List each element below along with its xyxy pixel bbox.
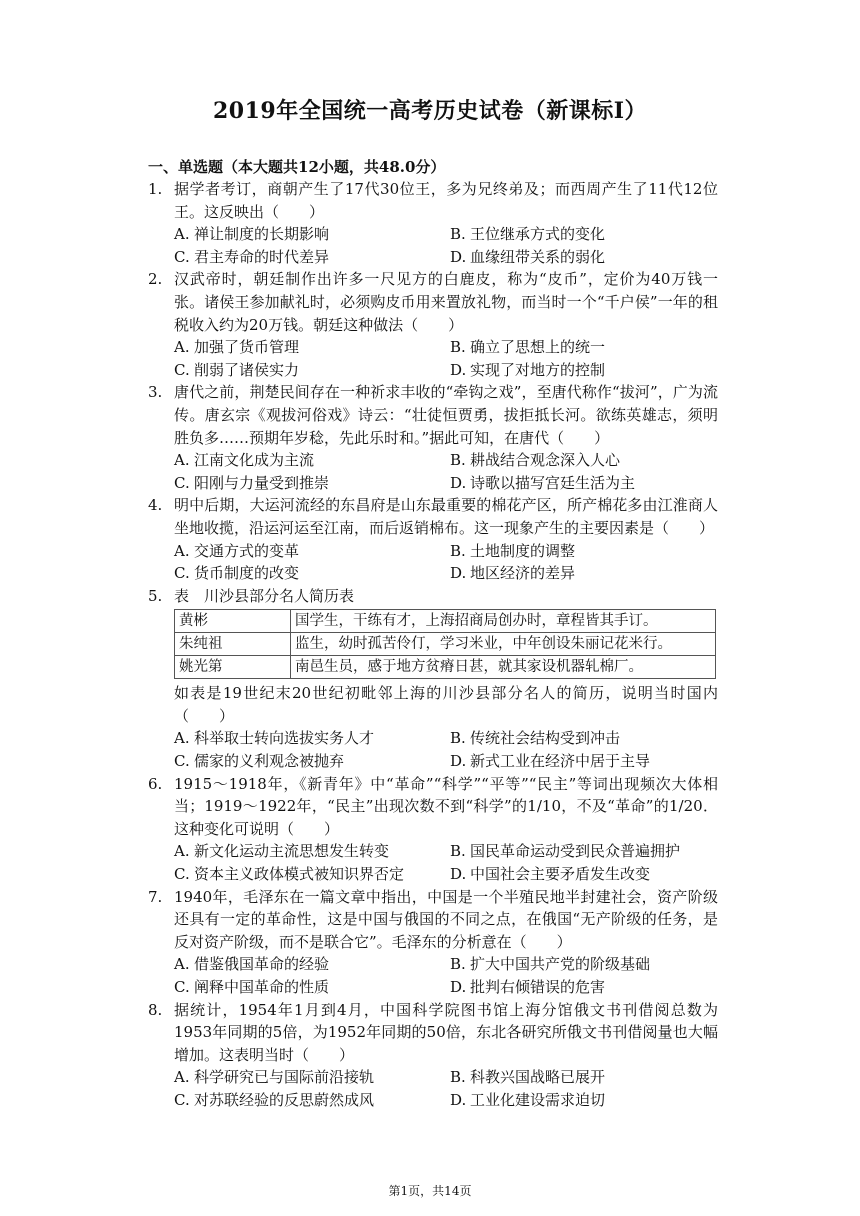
question-stem: 据学者考订，商朝产生了17代30位王，多为兄终弟及；而西周产生了11代12位王。这反映出（ ） bbox=[174, 180, 718, 221]
question-stem: 表 川沙县部分名人简历表 bbox=[174, 586, 355, 605]
option-text: 资本主义政体模式被知识界否定 bbox=[194, 865, 405, 884]
answer-option bbox=[450, 840, 718, 863]
table-cell-bio: 国学生，干练有才，上海招商局创办时，章程皆其手订。 bbox=[291, 610, 716, 633]
question-4 bbox=[148, 494, 718, 584]
answer-options bbox=[174, 449, 718, 494]
answer-option bbox=[174, 863, 450, 886]
answer-option bbox=[174, 246, 450, 269]
answer-option bbox=[450, 562, 718, 585]
option-letter: B. bbox=[450, 1068, 466, 1087]
option-letter: B. bbox=[450, 225, 466, 244]
option-letter: B. bbox=[450, 338, 466, 357]
question-list bbox=[148, 178, 718, 1112]
option-letter: B. bbox=[450, 729, 466, 748]
question-stem-continued: 如表是19世纪末20世纪初毗邻上海的川沙县部分名人的简历，说明当时国内（ ） bbox=[174, 684, 718, 725]
biography-table bbox=[174, 609, 716, 679]
answer-option bbox=[450, 449, 718, 472]
option-letter: D. bbox=[450, 752, 467, 771]
option-letter: A. bbox=[174, 541, 190, 560]
answer-option bbox=[174, 750, 450, 773]
option-text: 中国社会主要矛盾发生改变 bbox=[470, 865, 651, 884]
option-letter: C. bbox=[174, 247, 190, 266]
answer-options bbox=[174, 540, 718, 585]
question-6 bbox=[148, 773, 718, 886]
question-number: 2. bbox=[148, 270, 163, 289]
option-text: 儒家的义利观念被抛弃 bbox=[194, 752, 345, 771]
option-letter: C. bbox=[174, 752, 190, 771]
question-5 bbox=[148, 585, 718, 773]
answer-option bbox=[450, 727, 718, 750]
option-text: 科学研究已与国际前沿接轨 bbox=[194, 1068, 375, 1087]
option-text: 君主寿命的时代差异 bbox=[194, 247, 330, 266]
answer-options bbox=[174, 1066, 718, 1111]
answer-option bbox=[450, 359, 718, 382]
option-letter: A. bbox=[174, 451, 190, 470]
option-letter: C. bbox=[174, 473, 190, 492]
option-letter: A. bbox=[174, 1068, 190, 1087]
exam-title: 2019年全国统一高考历史试卷（新课标Ⅰ） bbox=[212, 98, 648, 124]
question-8 bbox=[148, 999, 718, 1112]
option-letter: D. bbox=[450, 360, 467, 379]
question-stem: 汉武帝时，朝廷制作出许多一尺见方的白鹿皮，称为“皮币”，定价为40万钱一张。诸侯王参加献礼时，必须购皮币用来置放礼物，而当时一个“千户侯”一年的租税收入约为20万钱。朝廷这种做法（ ） bbox=[174, 270, 718, 334]
answer-option bbox=[450, 750, 718, 773]
answer-option bbox=[174, 1089, 450, 1112]
option-letter: A. bbox=[174, 955, 190, 974]
answer-option bbox=[450, 863, 718, 886]
answer-option bbox=[174, 449, 450, 472]
answer-option bbox=[174, 953, 450, 976]
option-letter: B. bbox=[450, 541, 466, 560]
option-text: 王位继承方式的变化 bbox=[470, 225, 606, 244]
option-letter: C. bbox=[174, 564, 190, 583]
option-letter: C. bbox=[174, 978, 190, 996]
answer-option bbox=[174, 472, 450, 495]
option-text: 实现了对地方的控制 bbox=[470, 360, 606, 379]
answer-option bbox=[450, 223, 718, 246]
option-text: 工业化建设需求迫切 bbox=[470, 1090, 606, 1109]
option-text: 确立了思想上的统一 bbox=[470, 338, 606, 357]
answer-options bbox=[174, 953, 718, 998]
table-cell-name: 朱纯祖 bbox=[175, 633, 291, 656]
option-letter: A. bbox=[174, 225, 190, 244]
option-letter: A. bbox=[174, 338, 190, 357]
table-row bbox=[175, 656, 716, 679]
option-text: 借鉴俄国革命的经验 bbox=[194, 955, 330, 974]
question-number: 1. bbox=[148, 180, 163, 198]
option-letter: D. bbox=[450, 1090, 467, 1109]
option-text: 传统社会结构受到冲击 bbox=[470, 729, 621, 748]
question-stem: 1940年，毛泽东在一篇文章中指出，中国是一个半殖民地半封建社会，资产阶级还具有一定的革命性，这是中国与俄国的不同之点，在俄国“无产阶级的任务，是反对资产阶级，而不是联合它”。毛泽东的分析意在（ ） bbox=[174, 887, 718, 951]
question-stem: 唐代之前，荆楚民间存在一种祈求丰收的“牵钩之戏”，至唐代称作“拔河”，广为流传。唐玄宗《观拔河俗戏》诗云：“壮徒恒贾勇，拔拒抵长河。欲练英雄志，须明胜负多……预期年岁稔，先此乐时和。”据此可知，在唐代（ ） bbox=[174, 383, 718, 447]
question-number: 5. bbox=[148, 586, 163, 605]
answer-options bbox=[174, 727, 718, 772]
section-header: 一、单选题（本大题共12小题，共48.0分） bbox=[148, 158, 446, 176]
option-letter: D. bbox=[450, 247, 467, 266]
table-cell-bio: 监生，幼时孤苦伶仃，学习米业，中年创设朱丽记花米行。 bbox=[291, 633, 716, 656]
answer-options bbox=[174, 223, 718, 268]
option-letter: D. bbox=[450, 473, 467, 492]
option-letter: A. bbox=[174, 842, 190, 861]
option-letter: B. bbox=[450, 955, 466, 974]
answer-option bbox=[450, 540, 718, 563]
question-stem: 据统计，1954年1月到4月，中国科学院图书馆上海分馆俄文书刊借阅总数为1953年同期的5倍，为1952年同期的50倍，东北各研究所俄文书刊借阅量也大幅增加。这表明当时（ ） bbox=[174, 1000, 718, 1064]
option-letter: B. bbox=[450, 451, 466, 470]
question-stem: 1915～1918年，《新青年》中“革命”“科学”“平等”“民主”等词出现频次大体相当；1919～1922年，“民主”出现次数不到“科学”的1/10，不及“革命”的1/20．这种变化可说明（ ） bbox=[174, 774, 718, 838]
table-cell-name: 黄彬 bbox=[175, 610, 291, 633]
option-letter: C. bbox=[174, 360, 190, 379]
option-text: 新文化运动主流思想发生转变 bbox=[194, 842, 390, 861]
option-letter: C. bbox=[174, 865, 190, 884]
option-text: 批判右倾错误的危害 bbox=[470, 978, 606, 996]
question-number: 3. bbox=[148, 383, 163, 402]
answer-option bbox=[174, 727, 450, 750]
question-number: 6. bbox=[148, 774, 163, 793]
option-text: 江南文化成为主流 bbox=[194, 451, 315, 470]
answer-option bbox=[174, 223, 450, 246]
option-text: 禅让制度的长期影响 bbox=[194, 225, 330, 244]
answer-option bbox=[450, 336, 718, 359]
question-number: 7. bbox=[148, 887, 163, 906]
answer-option bbox=[450, 1066, 718, 1089]
option-letter: D. bbox=[450, 865, 467, 884]
answer-option bbox=[450, 1089, 718, 1112]
question-number: 8. bbox=[148, 1000, 163, 1019]
answer-option bbox=[174, 336, 450, 359]
answer-option bbox=[450, 953, 718, 976]
option-text: 诗歌以描写宫廷生活为主 bbox=[470, 473, 636, 492]
option-text: 血缘纽带关系的弱化 bbox=[470, 247, 606, 266]
answer-option bbox=[450, 472, 718, 495]
option-letter: B. bbox=[450, 842, 466, 861]
question-3 bbox=[148, 381, 718, 494]
option-text: 耕战结合观念深入人心 bbox=[470, 451, 621, 470]
option-text: 地区经济的差异 bbox=[470, 564, 576, 583]
answer-option bbox=[174, 359, 450, 382]
answer-option bbox=[174, 840, 450, 863]
answer-option bbox=[450, 246, 718, 269]
page-footer: 第1页，共14页 bbox=[388, 1184, 472, 1198]
question-number: 4. bbox=[148, 496, 163, 515]
option-text: 加强了货币管理 bbox=[194, 338, 300, 357]
table-cell-name: 姚光第 bbox=[175, 656, 291, 679]
question-7 bbox=[148, 886, 718, 999]
answer-option bbox=[174, 1066, 450, 1089]
option-letter: C. bbox=[174, 1090, 190, 1109]
answer-option bbox=[174, 562, 450, 585]
option-text: 阐释中国革命的性质 bbox=[194, 978, 330, 996]
question-2 bbox=[148, 268, 718, 381]
answer-option bbox=[174, 976, 450, 999]
option-text: 交通方式的变革 bbox=[194, 541, 300, 560]
option-text: 科举取士转向选拔实务人才 bbox=[194, 729, 375, 748]
option-text: 土地制度的调整 bbox=[470, 541, 576, 560]
option-text: 货币制度的改变 bbox=[194, 564, 300, 583]
option-text: 对苏联经验的反思蔚然成风 bbox=[194, 1090, 375, 1109]
question-1 bbox=[148, 178, 718, 268]
option-text: 新式工业在经济中居于主导 bbox=[470, 752, 651, 771]
table-row bbox=[175, 633, 716, 656]
answer-options bbox=[174, 336, 718, 381]
option-letter: D. bbox=[450, 564, 467, 583]
answer-options bbox=[174, 840, 718, 885]
option-letter: D. bbox=[450, 978, 467, 996]
option-text: 扩大中国共产党的阶级基础 bbox=[470, 955, 651, 974]
option-text: 科教兴国战略已展开 bbox=[470, 1068, 606, 1087]
answer-option bbox=[174, 540, 450, 563]
table-row bbox=[175, 610, 716, 633]
table-cell-bio: 南邑生员，感于地方贫瘠日甚，就其家设机器轧棉厂。 bbox=[291, 656, 716, 679]
option-text: 削弱了诸侯实力 bbox=[194, 360, 300, 379]
answer-option bbox=[450, 976, 718, 999]
option-letter: A. bbox=[174, 729, 190, 748]
question-stem: 明中后期，大运河流经的东昌府是山东最重要的棉花产区，所产棉花多由江淮商人坐地收揽，沿运河运至江南，而后返销棉布。这一现象产生的主要因素是（ ） bbox=[174, 496, 718, 537]
option-text: 阳刚与力量受到推崇 bbox=[194, 473, 330, 492]
option-text: 国民革命运动受到民众普遍拥护 bbox=[470, 842, 681, 861]
